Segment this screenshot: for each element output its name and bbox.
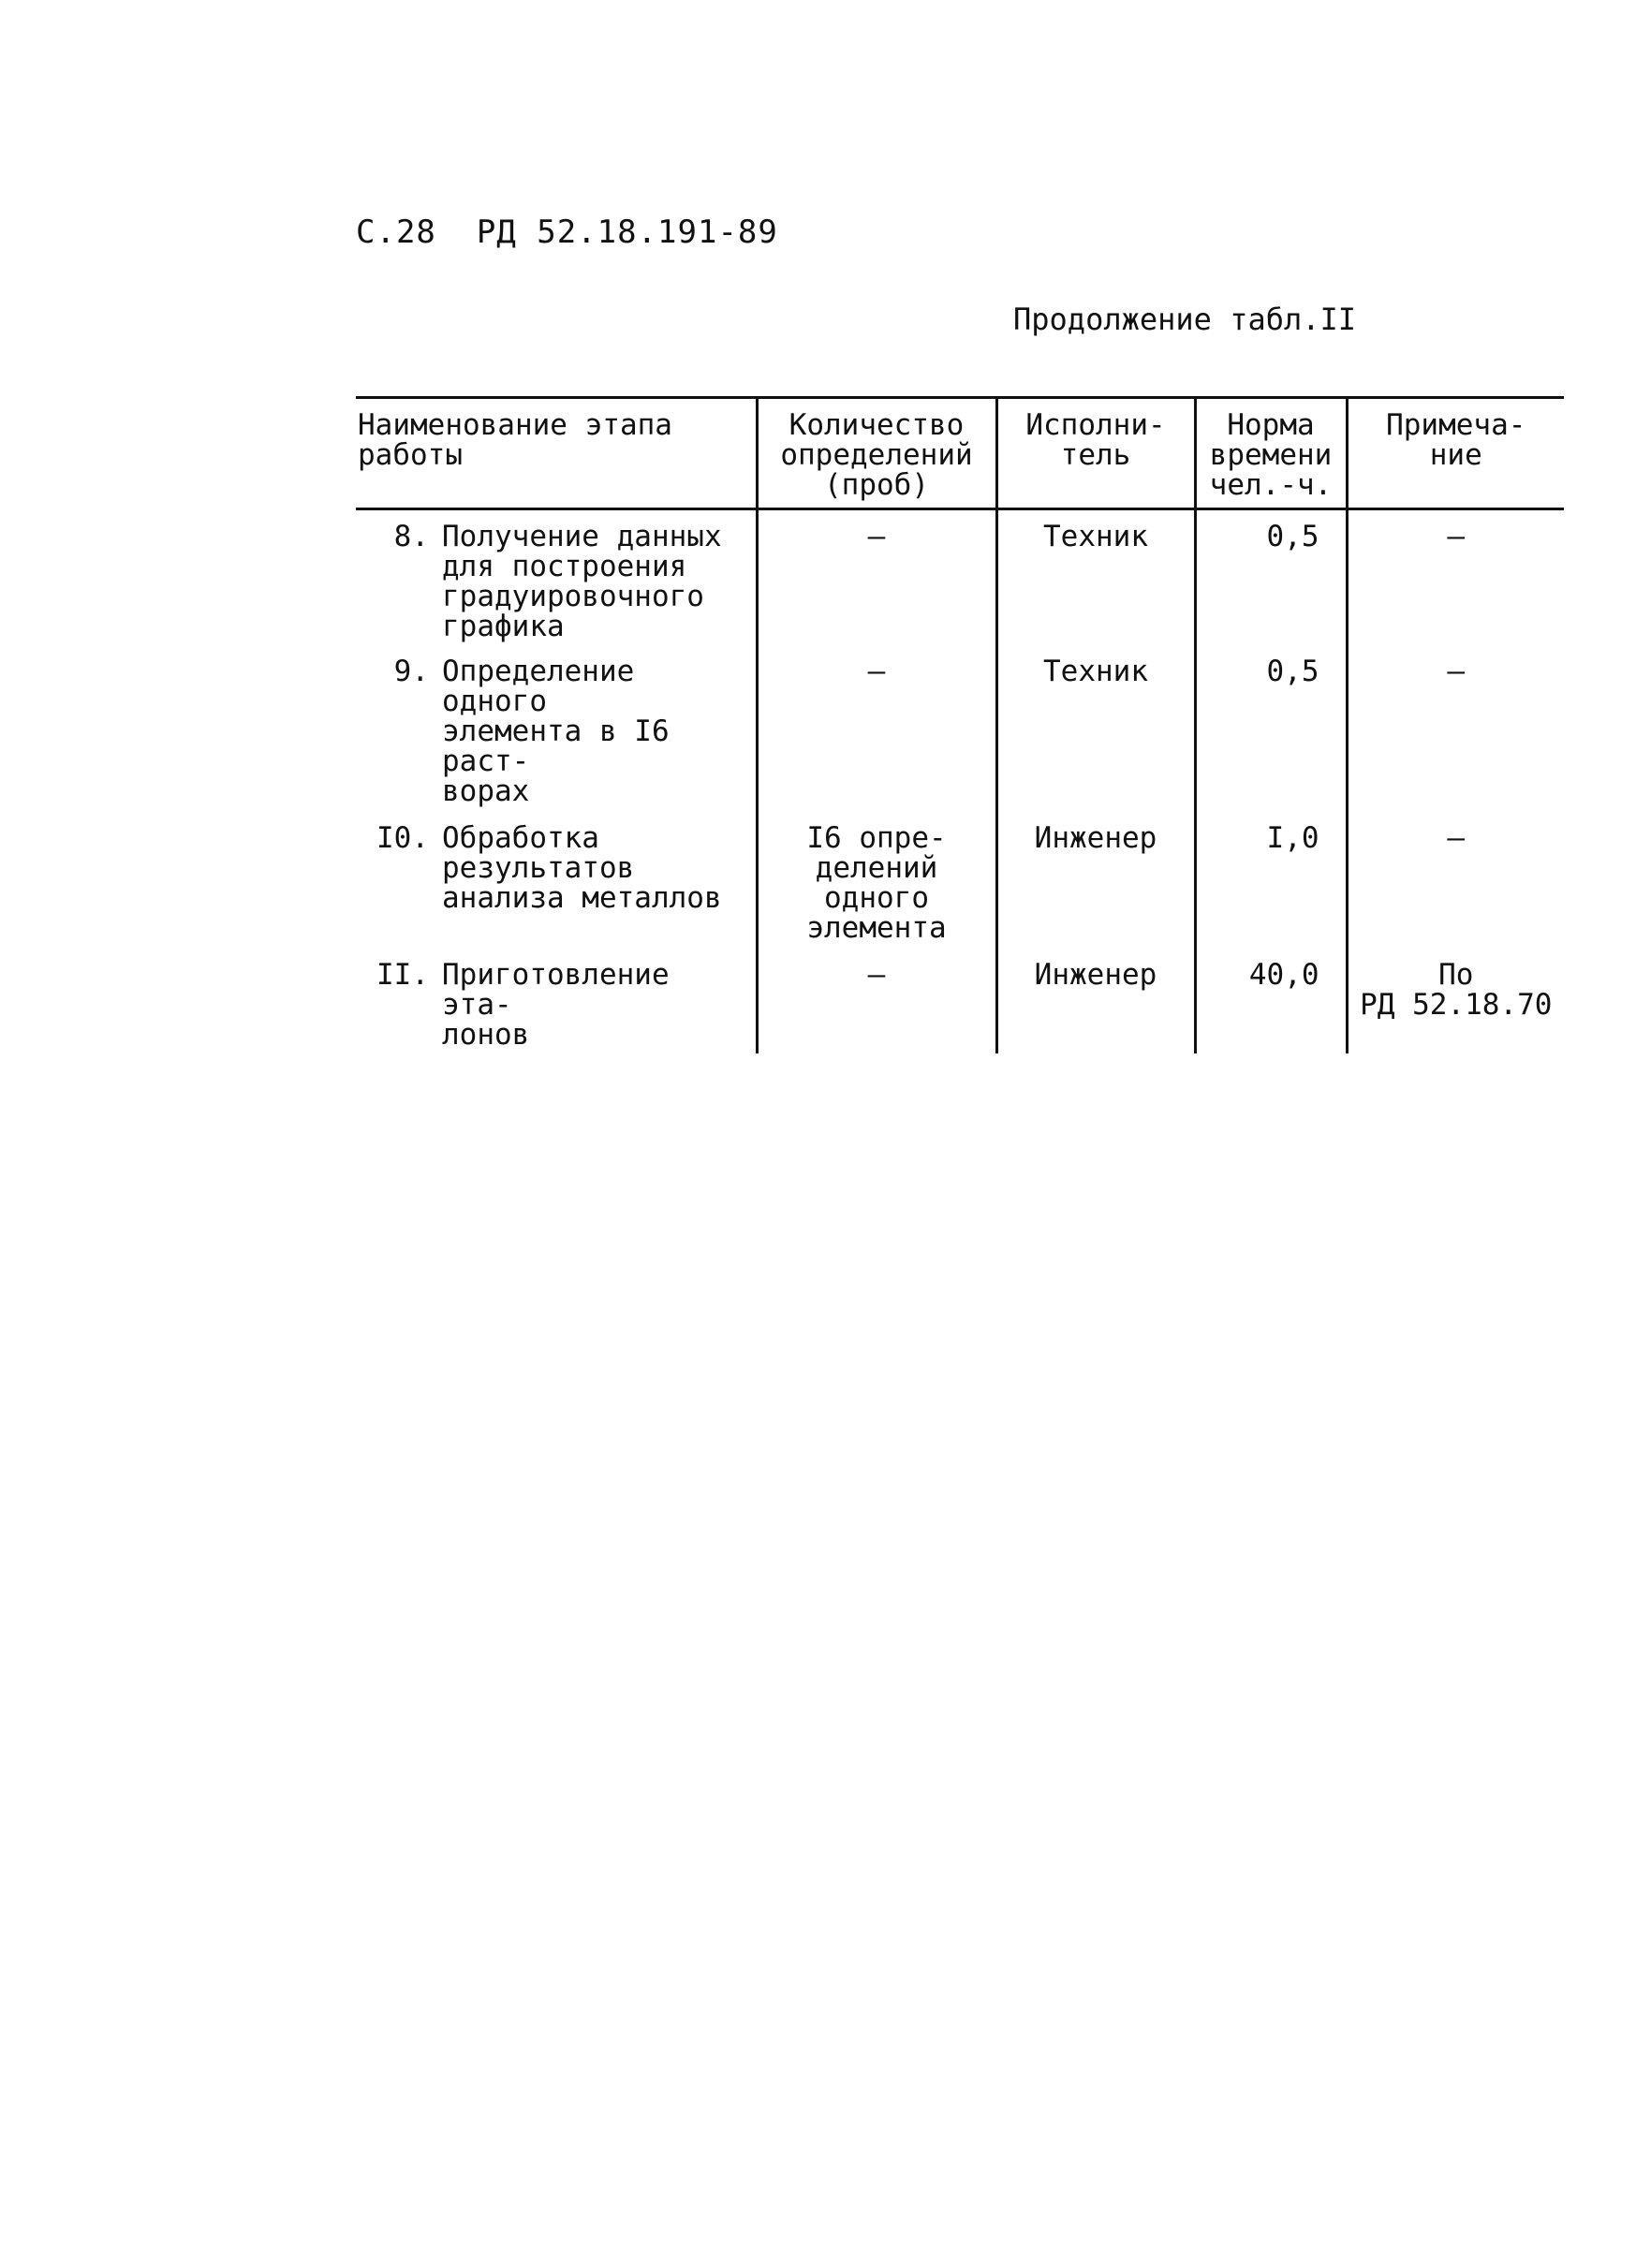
stage-number: 8.	[393, 520, 429, 553]
page-header: С.28 РД 52.18.191-89	[356, 214, 778, 251]
cell-stage	[356, 645, 757, 810]
cell-stage	[356, 509, 757, 646]
cell-norm: 0,5	[1195, 509, 1347, 646]
cell-stage	[356, 810, 757, 947]
stage-name: Получение данных для построения градуировочного графика	[442, 520, 722, 643]
cell-count: I6 опре- делений одного элемента	[757, 810, 996, 947]
stage-name: Определение одного элемента в I6 раст- ворах	[442, 655, 670, 808]
header-executor: Исполни- тель	[996, 398, 1195, 509]
header-row	[356, 398, 1564, 509]
stage-number: I0.	[376, 821, 429, 855]
cell-norm: 40,0	[1195, 947, 1347, 1053]
cell-executor: Техник	[996, 509, 1195, 646]
cell-norm: 0,5	[1195, 645, 1347, 810]
table-row	[356, 645, 1564, 810]
cell-norm: I,0	[1195, 810, 1347, 947]
cell-note: –	[1347, 509, 1564, 646]
table-caption: Продолжение табл.II	[1013, 302, 1357, 337]
note-line: РД 52.18.70	[1360, 988, 1553, 1022]
cell-stage	[356, 947, 757, 1053]
header-stage-name: Наименование этапа работы	[356, 398, 757, 509]
cell-count: –	[757, 645, 996, 810]
table-row	[356, 947, 1564, 1053]
cell-count: –	[757, 947, 996, 1053]
work-stages-table	[356, 396, 1564, 1053]
stage-name: Приготовление эта- лонов	[442, 958, 670, 1052]
table-body	[356, 509, 1564, 1054]
table-row	[356, 509, 1564, 646]
stage-name: Обработка результатов анализа металлов	[442, 821, 722, 915]
cell-note: –	[1347, 810, 1564, 947]
header-count: Количество определений (проб)	[757, 398, 996, 509]
note-line: По	[1438, 958, 1474, 992]
cell-note	[1347, 947, 1564, 1053]
cell-executor: Инженер	[996, 810, 1195, 947]
stage-number: II.	[376, 958, 429, 992]
table-header	[356, 398, 1564, 509]
header-norm: Норма времени чел.-ч.	[1195, 398, 1347, 509]
table-row	[356, 810, 1564, 947]
cell-executor: Инженер	[996, 947, 1195, 1053]
stage-number: 9.	[393, 655, 429, 688]
cell-count: –	[757, 509, 996, 646]
cell-executor: Техник	[996, 645, 1195, 810]
header-note: Примеча- ние	[1347, 398, 1564, 509]
cell-note: –	[1347, 645, 1564, 810]
